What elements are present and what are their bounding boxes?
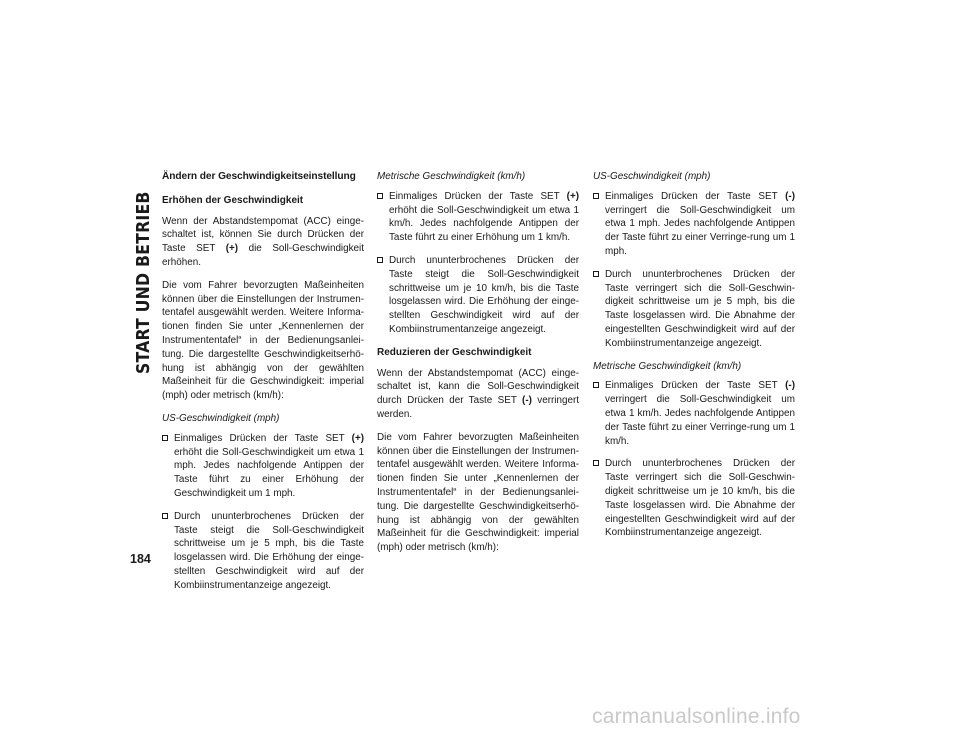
units-paragraph: Die vom Fahrer bevorzugten Maßeinheiten können über die Einstellungen der Instrumen-tentafel ausgewählt werden. Weitere Informa-tionen finden Sie unter „Kennenlernen der Instrumententafel“ in der Bedienungsanlei-tung. Die dargestellte Geschwindigkeitserhö-hung ist abhängig von der gewählten Maßeinheit für die Geschwindigkeit: imperial (mph) oder metrisch (km/h): [162, 279, 364, 402]
checkbox-bullet-icon [593, 271, 599, 277]
checkbox-bullet-icon [593, 193, 599, 199]
text-column-1 [162, 170, 364, 602]
bullet-list [593, 379, 795, 540]
key-label: (+) [566, 190, 579, 202]
reduce-text-before: Wenn der Abstandstempomat (ACC) einge-schaltet ist, kann die Soll-Geschwindigkeit durch Drücken der Taste SET [377, 367, 579, 407]
list-item [593, 379, 795, 448]
sub-heading-increase: Erhöhen der Geschwindigkeit [162, 194, 304, 206]
bullet-text-after: erhöht die Soll-Geschwindigkeit um etwa 1 km/h. Jedes nachfolgende Antippen der Taste führt zu einer Erhöhung um 1 km/h. [389, 204, 579, 244]
bullet-text-after: verringert die Soll-Geschwindigkeit um etwa 1 mph. Jedes nachfolgende Antippen der Taste führt zu einer Verringe-rung um 1 mph. [605, 204, 795, 257]
checkbox-bullet-icon [377, 193, 383, 199]
checkbox-bullet-icon [593, 382, 599, 388]
chapter-sidebar-title: START UND BETRIEB [134, 191, 154, 374]
text-column-3 [593, 170, 795, 549]
intro-paragraph [162, 215, 364, 270]
list-item [377, 254, 579, 337]
bullet-text-before: Durch ununterbrochenes Drücken der Taste steigt die Soll-Geschwindigkeit schrittweise um je 5 mph, bis die Taste losgelassen wird. Die Erhöhung der einge-stellten Geschwindigkeit wird auf der Kombiinstrumentanzeige angezeigt. [174, 510, 364, 591]
list-item [377, 190, 579, 245]
reduce-text-after: verringert werden. [377, 395, 579, 420]
bullet-list [593, 190, 795, 351]
bullet-text-before: Einmaliges Drücken der Taste SET [605, 380, 786, 392]
bullet-text-before: Einmaliges Drücken der Taste SET [174, 432, 352, 444]
list-item [593, 190, 795, 259]
metric-speed-heading: Metrische Geschwindigkeit (km/h) [377, 171, 526, 182]
key-label: (+) [351, 432, 364, 444]
plus-key-label: (+) [225, 243, 239, 255]
text-column-2 [377, 170, 579, 564]
list-item [593, 457, 795, 540]
intro-text-before: Wenn der Abstandstempomat (ACC) einge-schaltet ist, können Sie durch Drücken der Taste SET [162, 215, 364, 255]
list-item [593, 268, 795, 351]
list-item [162, 510, 364, 593]
checkbox-bullet-icon [377, 257, 383, 263]
section-heading: Ändern der Geschwindigkeitseinstellung [162, 171, 356, 182]
bullet-list [377, 190, 579, 337]
checkbox-bullet-icon [162, 513, 168, 519]
bullet-text-after: verringert die Soll-Geschwindigkeit um etwa 1 km/h. Jedes nachfolgende Antippen der Taste führt zu einer Verringe-rung um 1 km/h. [605, 394, 795, 447]
bullet-text-before: Durch ununterbrochenes Drücken der Taste verringert sich die Soll-Geschwin-digkeit schrittweise um je 10 km/h, bis die Taste losgelassen wird. Die Abnahme der eingestellten Geschwindigkeit wird auf der Kombiinstrumentanzeige angezeigt. [605, 458, 795, 539]
bullet-text-before: Durch ununterbrochenes Drücken der Taste verringert sich die Soll-Geschwin-digkeit schrittweise um je 5 mph, bis die Taste losgelassen wird. Die Abnahme der eingestellten Geschwindigkeit wird auf der Kombiinstrumentanzeige angezeigt. [605, 268, 795, 349]
list-item [162, 432, 364, 501]
units-paragraph: Die vom Fahrer bevorzugten Maßeinheiten können über die Einstellungen der Instrumen-tentafel ausgewählt werden. Weitere Informa-tionen finden Sie unter „Kennenlernen der Instrumententafel“ in der Bedienungsanlei-tung. Die dargestellte Geschwindigkeitserhö-hung ist abhängig von der gewählten Maßeinheit für die Geschwindigkeit: imperial (mph) oder metrisch (km/h): [377, 431, 579, 554]
minus-key-label: (-) [522, 395, 532, 407]
watermark-link[interactable]: carmanualsonline.info [592, 705, 801, 728]
bullet-text-after: erhöht die Soll-Geschwindigkeit um etwa 1 mph. Jedes nachfolgende Antippen der Taste führt zu einer Erhöhung der Geschwindigkeit um 1 mph. [174, 446, 364, 499]
checkbox-bullet-icon [593, 460, 599, 466]
page-number: 184 [130, 552, 151, 566]
checkbox-bullet-icon [162, 435, 168, 441]
key-label: (-) [785, 190, 795, 202]
sub-heading-reduce: Reduzieren der Geschwindigkeit [377, 346, 532, 358]
us-speed-heading: US-Geschwindigkeit (mph) [593, 171, 711, 182]
bullet-text-before: Einmaliges Drücken der Taste SET [605, 190, 786, 202]
bullet-list [162, 432, 364, 593]
bullet-text-before: Einmaliges Drücken der Taste SET [389, 190, 567, 202]
reduce-paragraph [377, 367, 579, 422]
key-label: (-) [785, 380, 795, 392]
metric-speed-heading: Metrische Geschwindigkeit (km/h) [593, 360, 742, 372]
intro-text-after: die Soll-Geschwindigkeit erhöhen. [162, 243, 364, 268]
us-speed-heading: US-Geschwindigkeit (mph) [162, 412, 280, 424]
bullet-text-before: Durch ununterbrochenes Drücken der Taste steigt die Soll-Geschwindigkeit schrittweise um je 10 km/h, bis die Taste losgelassen wird. Die Erhöhung der einge-stellten Geschwindigkeit wird auf der Kombiinstrumentanzeige angezeigt. [389, 254, 579, 335]
